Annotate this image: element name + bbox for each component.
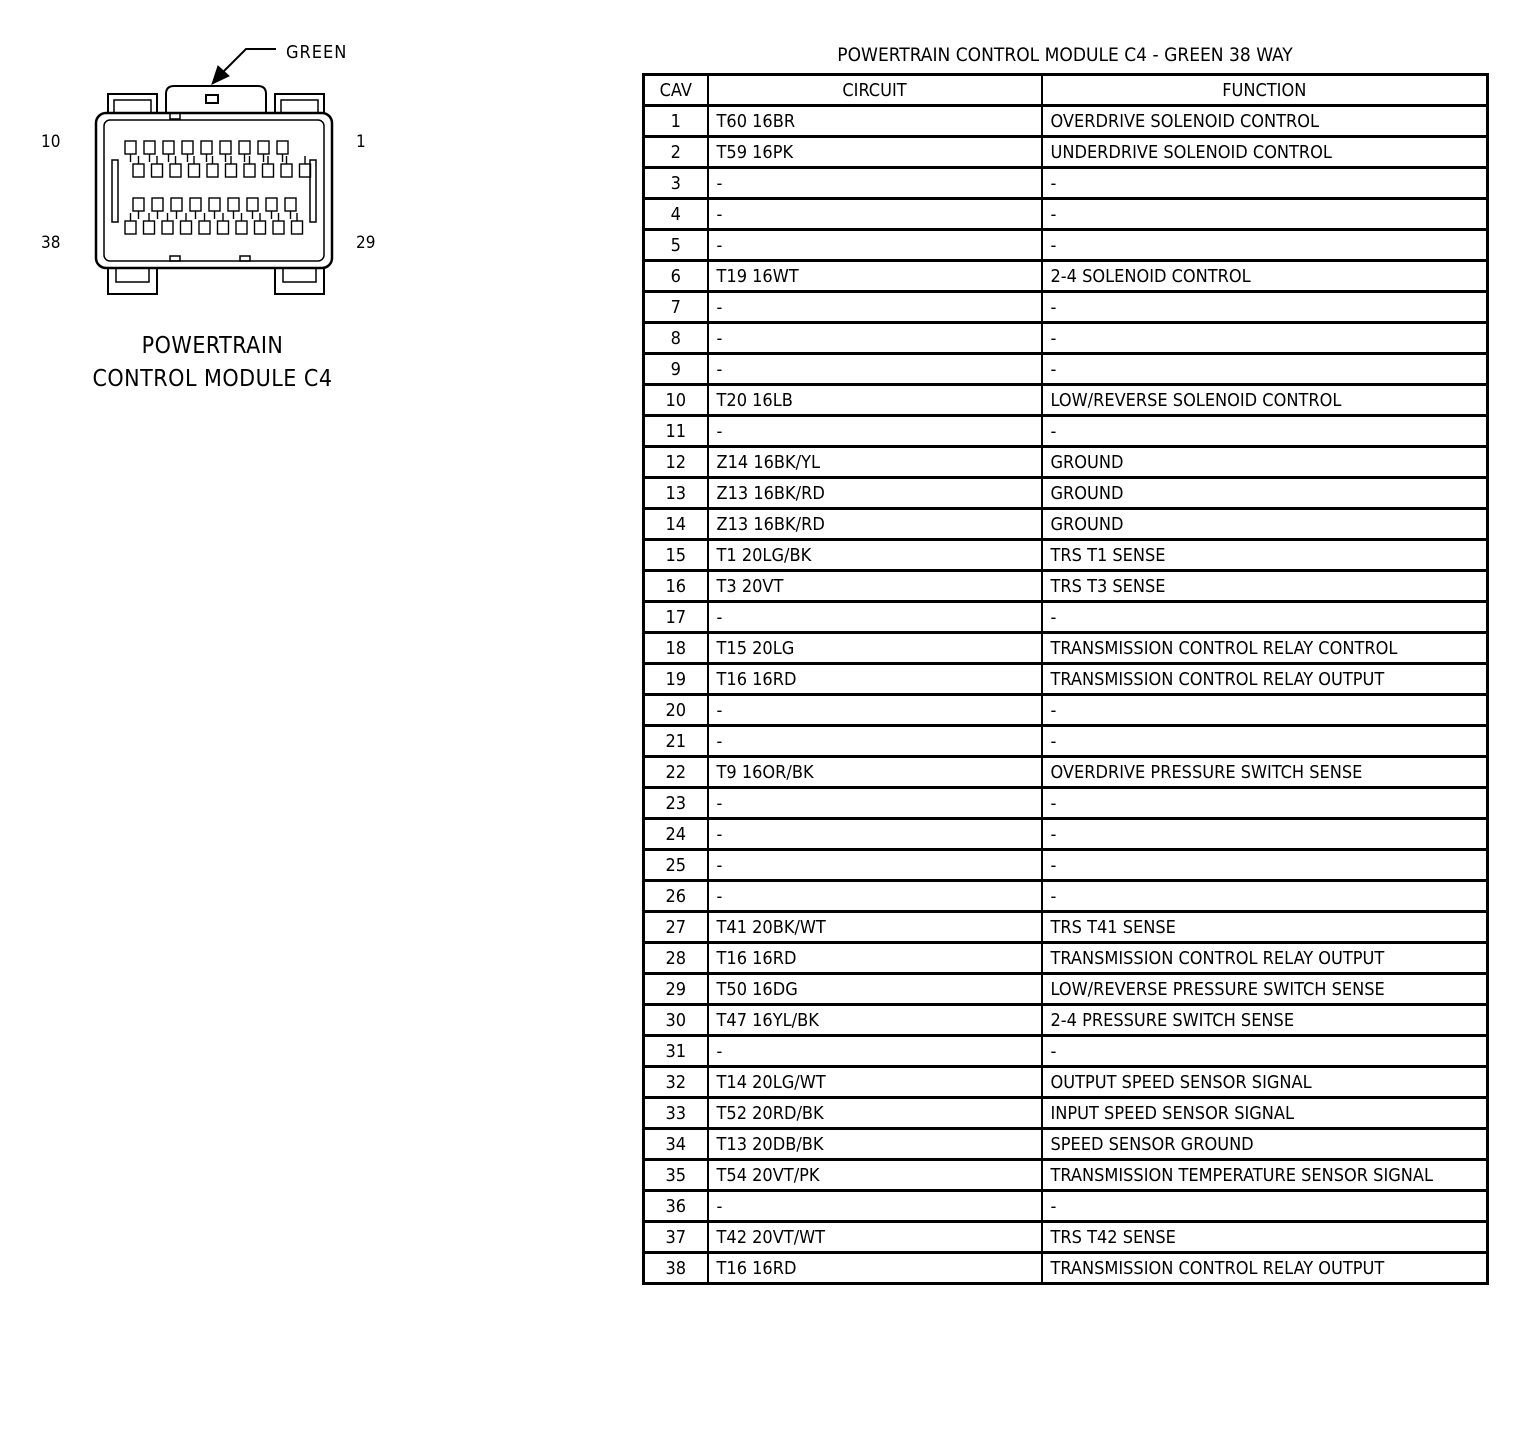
header-cav: CAV <box>644 75 708 106</box>
cell-function: - <box>1042 323 1488 354</box>
table-header-row <box>644 75 1488 106</box>
pin-cavity <box>181 221 192 234</box>
connector-pins <box>125 141 311 234</box>
cell-function: - <box>1042 788 1488 819</box>
pin-label-bottom-left: 38 <box>41 233 61 253</box>
table-row <box>644 881 1488 912</box>
cell-circuit: T20 16LB <box>708 385 1042 416</box>
cell-function: OUTPUT SPEED SENSOR SIGNAL <box>1042 1067 1488 1098</box>
cell-cav: 33 <box>644 1098 708 1129</box>
cell-circuit: T9 16OR/BK <box>708 757 1042 788</box>
table-row <box>644 819 1488 850</box>
top-latches <box>108 86 324 113</box>
cell-cav: 5 <box>644 230 708 261</box>
cell-circuit: - <box>708 168 1042 199</box>
cell-function: TRS T41 SENSE <box>1042 912 1488 943</box>
cell-cav: 13 <box>644 478 708 509</box>
pin-cavity <box>207 164 218 177</box>
cell-circuit: T14 20LG/WT <box>708 1067 1042 1098</box>
pin-cavity <box>152 164 163 177</box>
pin-cavity <box>263 164 274 177</box>
cell-circuit: T59 16PK <box>708 137 1042 168</box>
cell-function: GROUND <box>1042 509 1488 540</box>
pin-cavity <box>152 198 163 211</box>
pin-cavity <box>255 221 266 234</box>
cell-cav: 22 <box>644 757 708 788</box>
cell-function: - <box>1042 726 1488 757</box>
table-row <box>644 788 1488 819</box>
table-row <box>644 1036 1488 1067</box>
cell-circuit: T16 16RD <box>708 943 1042 974</box>
pin-cavity <box>273 221 284 234</box>
cell-function: 2-4 PRESSURE SWITCH SENSE <box>1042 1005 1488 1036</box>
cell-cav: 2 <box>644 137 708 168</box>
cell-cav: 20 <box>644 695 708 726</box>
cell-function: GROUND <box>1042 447 1488 478</box>
table-row <box>644 385 1488 416</box>
table-row <box>644 726 1488 757</box>
table-row <box>644 199 1488 230</box>
pin-cavity <box>125 141 136 154</box>
table-row <box>644 261 1488 292</box>
table-row <box>644 1005 1488 1036</box>
cell-cav: 9 <box>644 354 708 385</box>
cell-function: - <box>1042 695 1488 726</box>
cell-function: TRS T3 SENSE <box>1042 571 1488 602</box>
table-row <box>644 1191 1488 1222</box>
table-row <box>644 943 1488 974</box>
cell-function: INPUT SPEED SENSOR SIGNAL <box>1042 1098 1488 1129</box>
pin-label-top-left: 10 <box>41 132 61 152</box>
cell-function: - <box>1042 1191 1488 1222</box>
table-row <box>644 354 1488 385</box>
cell-function: - <box>1042 602 1488 633</box>
pin-cavity <box>244 164 255 177</box>
table-row <box>644 137 1488 168</box>
cell-cav: 32 <box>644 1067 708 1098</box>
cell-circuit: - <box>708 323 1042 354</box>
cell-circuit: - <box>708 416 1042 447</box>
cell-circuit: - <box>708 726 1042 757</box>
table-row <box>644 571 1488 602</box>
pin-cavity <box>163 141 174 154</box>
cell-function: SPEED SENSOR GROUND <box>1042 1129 1488 1160</box>
table-row <box>644 447 1488 478</box>
pin-cavity <box>266 198 277 211</box>
cell-function: GROUND <box>1042 478 1488 509</box>
cell-cav: 15 <box>644 540 708 571</box>
pin-cavity <box>236 221 247 234</box>
cell-cav: 27 <box>644 912 708 943</box>
cell-cav: 31 <box>644 1036 708 1067</box>
table-row <box>644 602 1488 633</box>
pin-cavity <box>133 198 144 211</box>
cell-cav: 11 <box>644 416 708 447</box>
connector-title-line2: CONTROL MODULE C4 <box>92 366 333 392</box>
cell-function: LOW/REVERSE SOLENOID CONTROL <box>1042 385 1488 416</box>
table-row <box>644 292 1488 323</box>
cell-circuit: T42 20VT/WT <box>708 1222 1042 1253</box>
cell-function: - <box>1042 1036 1488 1067</box>
table-row <box>644 323 1488 354</box>
cell-cav: 37 <box>644 1222 708 1253</box>
cell-circuit: T16 16RD <box>708 1253 1042 1284</box>
cell-cav: 18 <box>644 633 708 664</box>
table-row <box>644 974 1488 1005</box>
table-row <box>644 416 1488 447</box>
cell-circuit: Z14 16BK/YL <box>708 447 1042 478</box>
pin-cavity <box>170 164 181 177</box>
cell-function: 2-4 SOLENOID CONTROL <box>1042 261 1488 292</box>
cell-cav: 29 <box>644 974 708 1005</box>
pin-cavity <box>182 141 193 154</box>
cell-circuit: T54 20VT/PK <box>708 1160 1042 1191</box>
table-row <box>644 633 1488 664</box>
table-row <box>644 850 1488 881</box>
table-row <box>644 1129 1488 1160</box>
connector-title <box>60 330 365 396</box>
cell-function: TRS T42 SENSE <box>1042 1222 1488 1253</box>
bottom-latches <box>108 268 324 294</box>
cell-circuit: - <box>708 354 1042 385</box>
table-row <box>644 757 1488 788</box>
pin-cavity <box>199 221 210 234</box>
table-row <box>644 106 1488 137</box>
table-row <box>644 1253 1488 1284</box>
pin-cavity <box>189 164 200 177</box>
cell-circuit: T52 20RD/BK <box>708 1098 1042 1129</box>
pin-cavity <box>190 198 201 211</box>
cell-function: - <box>1042 850 1488 881</box>
pin-cavity <box>144 221 155 234</box>
cell-cav: 14 <box>644 509 708 540</box>
table-row <box>644 912 1488 943</box>
cell-circuit: T16 16RD <box>708 664 1042 695</box>
connector-color-callout: GREEN <box>286 42 348 63</box>
cell-cav: 19 <box>644 664 708 695</box>
table-row <box>644 168 1488 199</box>
cell-cav: 12 <box>644 447 708 478</box>
cell-function: OVERDRIVE SOLENOID CONTROL <box>1042 106 1488 137</box>
table-row <box>644 1067 1488 1098</box>
pin-cavity <box>281 164 292 177</box>
cell-cav: 30 <box>644 1005 708 1036</box>
cell-cav: 6 <box>644 261 708 292</box>
cell-circuit: - <box>708 850 1042 881</box>
cell-function: TRANSMISSION CONTROL RELAY OUTPUT <box>1042 943 1488 974</box>
cell-function: OVERDRIVE PRESSURE SWITCH SENSE <box>1042 757 1488 788</box>
connector-title-line1: POWERTRAIN <box>141 333 284 359</box>
table-row <box>644 1098 1488 1129</box>
cell-function: LOW/REVERSE PRESSURE SWITCH SENSE <box>1042 974 1488 1005</box>
pin-cavity <box>125 221 136 234</box>
pin-cavity <box>226 164 237 177</box>
cell-cav: 25 <box>644 850 708 881</box>
cell-circuit: T47 16YL/BK <box>708 1005 1042 1036</box>
cell-function: TRANSMISSION CONTROL RELAY OUTPUT <box>1042 664 1488 695</box>
cell-circuit: Z13 16BK/RD <box>708 509 1042 540</box>
cell-function: TRANSMISSION CONTROL RELAY OUTPUT <box>1042 1253 1488 1284</box>
cell-cav: 36 <box>644 1191 708 1222</box>
cell-function: - <box>1042 354 1488 385</box>
table-row <box>644 664 1488 695</box>
cell-function: - <box>1042 168 1488 199</box>
cell-function: - <box>1042 292 1488 323</box>
green-callout-arrow-icon <box>212 49 276 84</box>
cell-function: - <box>1042 416 1488 447</box>
pin-cavity <box>292 221 303 234</box>
table-row <box>644 230 1488 261</box>
pin-cavity <box>247 198 258 211</box>
cell-cav: 17 <box>644 602 708 633</box>
cell-circuit: Z13 16BK/RD <box>708 478 1042 509</box>
table-title: POWERTRAIN CONTROL MODULE C4 - GREEN 38 WAY <box>837 44 1293 66</box>
cell-cav: 8 <box>644 323 708 354</box>
header-circuit: CIRCUIT <box>708 75 1042 106</box>
pin-label-top-right: 1 <box>356 132 366 152</box>
pin-cavity <box>133 164 144 177</box>
cell-circuit: T19 16WT <box>708 261 1042 292</box>
pin-cavity <box>258 141 269 154</box>
pin-cavity <box>220 141 231 154</box>
pin-cavity <box>144 141 155 154</box>
table-row <box>644 540 1488 571</box>
cell-circuit: - <box>708 881 1042 912</box>
cell-circuit: - <box>708 819 1042 850</box>
cell-cav: 35 <box>644 1160 708 1191</box>
cell-circuit: T15 20LG <box>708 633 1042 664</box>
cell-function: TRANSMISSION CONTROL RELAY CONTROL <box>1042 633 1488 664</box>
cell-function: TRS T1 SENSE <box>1042 540 1488 571</box>
cell-circuit: T3 20VT <box>708 571 1042 602</box>
table-row <box>644 509 1488 540</box>
cell-cav: 1 <box>644 106 708 137</box>
cell-circuit: - <box>708 1191 1042 1222</box>
cell-function: - <box>1042 230 1488 261</box>
cell-cav: 10 <box>644 385 708 416</box>
cell-circuit: - <box>708 199 1042 230</box>
cell-circuit: - <box>708 788 1042 819</box>
pinout-table <box>642 73 1489 1285</box>
pin-cavity <box>209 198 220 211</box>
pin-cavity <box>162 221 173 234</box>
pin-cavity <box>218 221 229 234</box>
table-row <box>644 1160 1488 1191</box>
cell-circuit: T1 20LG/BK <box>708 540 1042 571</box>
cell-cav: 23 <box>644 788 708 819</box>
table-row <box>644 695 1488 726</box>
pin-cavity <box>285 198 296 211</box>
pin-label-bottom-right: 29 <box>356 233 376 253</box>
cell-circuit: - <box>708 1036 1042 1067</box>
cell-circuit: T41 20BK/WT <box>708 912 1042 943</box>
pin-cavity <box>300 164 311 177</box>
cell-function: TRANSMISSION TEMPERATURE SENSOR SIGNAL <box>1042 1160 1488 1191</box>
cell-cav: 21 <box>644 726 708 757</box>
cell-circuit: - <box>708 602 1042 633</box>
connector-diagram <box>0 0 600 420</box>
pin-cavity <box>239 141 250 154</box>
cell-cav: 4 <box>644 199 708 230</box>
cell-function: - <box>1042 881 1488 912</box>
cell-cav: 34 <box>644 1129 708 1160</box>
pin-cavity <box>171 198 182 211</box>
cell-cav: 38 <box>644 1253 708 1284</box>
cell-circuit: T60 16BR <box>708 106 1042 137</box>
cell-circuit: T50 16DG <box>708 974 1042 1005</box>
cell-cav: 26 <box>644 881 708 912</box>
header-function: FUNCTION <box>1042 75 1488 106</box>
cell-function: UNDERDRIVE SOLENOID CONTROL <box>1042 137 1488 168</box>
cell-circuit: - <box>708 695 1042 726</box>
cell-circuit: - <box>708 230 1042 261</box>
pin-cavity <box>228 198 239 211</box>
cell-function: - <box>1042 199 1488 230</box>
cell-cav: 24 <box>644 819 708 850</box>
pin-cavity <box>201 141 212 154</box>
cell-circuit: - <box>708 292 1042 323</box>
cell-cav: 16 <box>644 571 708 602</box>
cell-circuit: T13 20DB/BK <box>708 1129 1042 1160</box>
cell-function: - <box>1042 819 1488 850</box>
table-row <box>644 478 1488 509</box>
table-row <box>644 1222 1488 1253</box>
cell-cav: 7 <box>644 292 708 323</box>
cell-cav: 3 <box>644 168 708 199</box>
pin-cavity <box>277 141 288 154</box>
cell-cav: 28 <box>644 943 708 974</box>
